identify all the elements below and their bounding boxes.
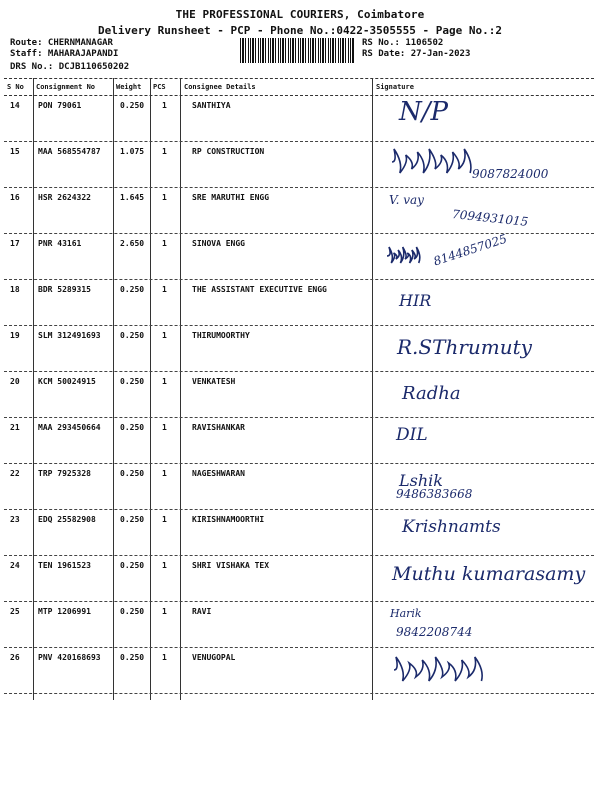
cell-consignee: RP CONSTRUCTION [192, 147, 265, 156]
cell-consignee: NAGESHWARAN [192, 469, 245, 478]
company-title: THE PROFESSIONAL COURIERS, Coimbatore [175, 8, 425, 21]
cell-consignee: KIRISHNAMOORTHI [192, 515, 265, 524]
runsheet-subtitle: Delivery Runsheet - PCP - Phone No.:0422-3505555 - Page No.:2 [98, 24, 502, 37]
cell-consignment: MAA 293450664 [38, 423, 101, 432]
cell-consignment: TRP 7925328 [38, 469, 91, 478]
cell-sno: 18 [10, 285, 20, 294]
signature-scribble [385, 243, 425, 269]
cell-pcs: 1 [162, 147, 167, 156]
cell-pcs: 1 [162, 285, 167, 294]
table-row [4, 647, 594, 694]
cell-sno: 15 [10, 147, 20, 156]
col-signature: Signature [376, 83, 414, 91]
cell-sno: 14 [10, 101, 20, 110]
cell-consignment: PON 79061 [38, 101, 82, 110]
handwritten-signature: Lshik [399, 471, 443, 490]
barcode [240, 38, 354, 63]
route-label: Route: CHERNMANAGAR [10, 38, 113, 48]
cell-consignee: RAVISHANKAR [192, 423, 245, 432]
cell-weight: 0.250 [120, 515, 145, 524]
col-consignment: Consignment No [36, 83, 96, 91]
drs-number: DRS No.: DCJB110650202 [10, 62, 130, 72]
handwritten-signature: HIR [399, 291, 432, 310]
cell-weight: 0.250 [120, 607, 145, 616]
cell-consignment: SLM 312491693 [38, 331, 101, 340]
cell-consignment: HSR 2624322 [38, 193, 91, 202]
table-row [4, 325, 594, 372]
rs-number: RS No.: 1106502 [362, 38, 444, 48]
cell-weight: 0.250 [120, 469, 145, 478]
table-row [4, 233, 594, 280]
cell-pcs: 1 [162, 653, 167, 662]
cell-sno: 22 [10, 469, 20, 478]
cell-weight: 0.250 [120, 285, 145, 294]
table-header [4, 78, 594, 96]
cell-consignee: THE ASSISTANT EXECUTIVE ENGG [192, 285, 327, 294]
table-row [4, 371, 594, 418]
cell-pcs: 1 [162, 331, 167, 340]
cell-consignee: SANTHIYA [192, 101, 231, 110]
table-row [4, 95, 594, 142]
cell-consignment: PNR 43161 [38, 239, 82, 248]
cell-consignment: BDR 5289315 [38, 285, 91, 294]
cell-pcs: 1 [162, 193, 167, 202]
col-weight: Weight [116, 83, 142, 91]
cell-pcs: 1 [162, 423, 167, 432]
cell-pcs: 1 [162, 469, 167, 478]
cell-pcs: 1 [162, 377, 167, 386]
table-row [4, 555, 594, 602]
cell-pcs: 1 [162, 101, 167, 110]
cell-weight: 0.250 [120, 101, 145, 110]
cell-consignee: SRE MARUTHI ENGG [192, 193, 270, 202]
signature-scribble [390, 145, 480, 179]
table-row [4, 279, 594, 326]
cell-sno: 17 [10, 239, 20, 248]
cell-consignment: EDQ 25582908 [38, 515, 96, 524]
handwritten-phone: 9486383668 [396, 487, 473, 501]
cell-consignee: VENKATESH [192, 377, 236, 386]
cell-weight: 2.650 [120, 239, 145, 248]
cell-weight: 1.075 [120, 147, 145, 156]
cell-sno: 19 [10, 331, 20, 340]
cell-pcs: 1 [162, 515, 167, 524]
cell-consignment: MTP 1206991 [38, 607, 91, 616]
cell-weight: 0.250 [120, 561, 145, 570]
cell-consignee: VENUGOPAL [192, 653, 236, 662]
cell-sno: 21 [10, 423, 20, 432]
cell-sno: 26 [10, 653, 20, 662]
cell-consignment: KCM 50024915 [38, 377, 96, 386]
cell-weight: 0.250 [120, 331, 145, 340]
handwritten-signature: Harik [390, 607, 422, 620]
cell-pcs: 1 [162, 239, 167, 248]
table-row [4, 463, 594, 510]
col-pcs: PCS [153, 83, 166, 91]
cell-consignee: RAVI [192, 607, 212, 616]
cell-sno: 25 [10, 607, 20, 616]
handwritten-signature: N/P [399, 97, 449, 127]
handwritten-phone: 9087824000 [472, 167, 549, 181]
cell-consignment: MAA 568554787 [38, 147, 101, 156]
cell-consignee: SINOVA ENGG [192, 239, 245, 248]
handwritten-signature: R.SThrumuty [397, 335, 532, 359]
cell-pcs: 1 [162, 607, 167, 616]
table-row [4, 601, 594, 648]
staff-label: Staff: MAHARAJAPANDI [10, 49, 119, 59]
cell-consignee: THIRUMOORTHY [192, 331, 250, 340]
cell-weight: 0.250 [120, 377, 145, 386]
handwritten-phone: 9842208744 [396, 625, 473, 639]
table-row [4, 417, 594, 464]
table-row [4, 509, 594, 556]
handwritten-phone: 7094931015 [451, 207, 529, 229]
cell-weight: 1.645 [120, 193, 145, 202]
cell-weight: 0.250 [120, 653, 145, 662]
cell-consignee: SHRI VISHAKA TEX [192, 561, 270, 570]
cell-sno: 24 [10, 561, 20, 570]
signature-scribble [392, 653, 492, 687]
cell-weight: 0.250 [120, 423, 145, 432]
col-consignee: Consignee Details [184, 83, 256, 91]
handwritten-signature: Krishnamts [402, 517, 501, 537]
cell-consignment: TEN 1961523 [38, 561, 91, 570]
cell-sno: 16 [10, 193, 20, 202]
rs-date: RS Date: 27-Jan-2023 [362, 49, 471, 59]
cell-sno: 23 [10, 515, 20, 524]
col-sno: S No [7, 83, 24, 91]
handwritten-signature: DIL [396, 425, 428, 445]
cell-pcs: 1 [162, 561, 167, 570]
handwritten-signature: Radha [402, 383, 461, 404]
cell-sno: 20 [10, 377, 20, 386]
handwritten-signature: Muthu kumarasamy [392, 563, 586, 585]
handwritten-signature: V. vay [389, 193, 424, 207]
handwritten-phone: 8144857025 [431, 231, 509, 269]
table-row [4, 141, 594, 188]
cell-consignment: PNV 420168693 [38, 653, 101, 662]
table-row [4, 187, 594, 234]
